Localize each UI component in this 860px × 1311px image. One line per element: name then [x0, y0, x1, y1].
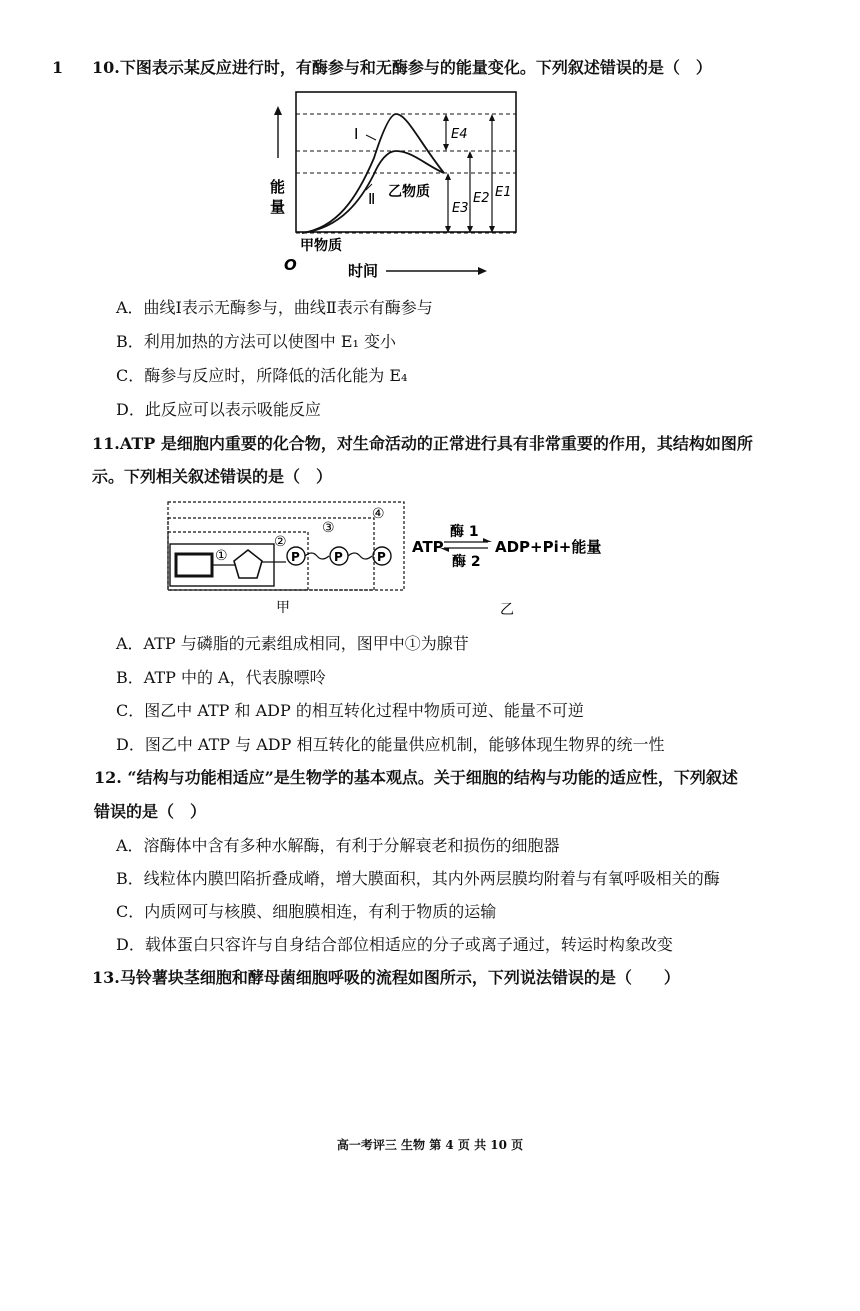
label-1: ①	[215, 548, 228, 564]
q13-stem: 13.马铃薯块茎细胞和酵母菌细胞呼吸的流程如图所示，下列说法错误的是（ ）	[92, 968, 680, 987]
e3-label: E3	[452, 201, 469, 216]
q11-stem-line2: 示。下列相关叙述错误的是（ ）	[92, 467, 333, 486]
label-3: ③	[322, 520, 335, 536]
q12-stem-line1: 12. “结构与功能相适应”是生物学的基本观点。关于细胞的结构与功能的适应性，下列叙述	[94, 768, 738, 787]
page-footer: 高一考评三 生物 第 4 页 共 10 页	[336, 1138, 524, 1152]
x-axis-label: 时间	[348, 262, 379, 280]
q10-option-a: A．曲线Ⅰ表示无酶参与，曲线Ⅱ表示有酶参与	[116, 298, 433, 317]
products-label: ADP+Pi+能量	[495, 538, 602, 556]
q12-option-a: A．溶酶体中含有多种水解酶，有利于分解衰老和损伤的细胞器	[116, 836, 560, 855]
y-axis-label-part2: 量	[270, 198, 286, 216]
caption-jia: 甲	[276, 600, 290, 616]
q12-stem-line2: 错误的是（ ）	[94, 802, 207, 821]
phosphate-2: P	[334, 550, 343, 564]
q12-option-b: B．线粒体内膜凹陷折叠成嵴，增大膜面积，其内外两层膜均附着与有氧呼吸相关的酶	[116, 869, 720, 888]
q10-energy-diagram	[262, 88, 532, 288]
q10-option-c: C．酶参与反应时，所降低的活化能为 E₄	[116, 366, 408, 385]
q12-option-d: D．载体蛋白只容许与自身结合部位相适应的分子或离子通过，转运时构象改变	[116, 935, 673, 954]
curve-1-label: Ⅰ	[354, 125, 359, 143]
e4-label: E4	[451, 127, 468, 142]
q11-stem-line1: 11.ATP 是细胞内重要的化合物，对生命活动的正常进行具有非常重要的作用，其结构如图所	[92, 434, 753, 453]
enzyme-2-label: 酶 2	[452, 554, 481, 570]
e2-label: E2	[473, 191, 490, 206]
phosphate-1: P	[291, 550, 300, 564]
reactant-label: 甲物质	[300, 238, 342, 254]
q11-option-a: A．ATP 与磷脂的元素组成相同，图甲中①为腺苷	[116, 634, 469, 653]
phosphate-3: P	[377, 550, 386, 564]
label-4: ④	[372, 506, 385, 522]
y-axis-label-part1: 能	[270, 178, 286, 196]
q10-option-b: B．利用加热的方法可以使图中 E₁ 变小	[116, 332, 397, 351]
atp-label: ATP	[412, 538, 444, 556]
e1-label: E1	[495, 185, 512, 200]
q11-option-d: D．图乙中 ATP 与 ADP 相互转化的能量供应机制，能够体现生物界的统一性	[116, 735, 665, 754]
q11-atp-diagram	[162, 496, 602, 620]
enzyme-1-label: 酶 1	[450, 524, 479, 540]
q10-option-d: D．此反应可以表示吸能反应	[116, 400, 321, 419]
q11-option-b: B．ATP 中的 A，代表腺嘌呤	[116, 668, 326, 687]
curve-2-label: Ⅱ	[368, 190, 376, 208]
diagram-frame	[296, 92, 516, 232]
origin-label: O	[284, 256, 297, 274]
product-label: 乙物质	[388, 184, 430, 200]
caption-yi: 乙	[500, 602, 514, 618]
q10-stem: 10.下图表示某反应进行时，有酶参与和无酶参与的能量变化。下列叙述错误的是（ ）	[92, 58, 712, 77]
q12-option-c: C．内质网可与核膜、细胞膜相连，有利于物质的运输	[116, 902, 497, 921]
q11-option-c: C．图乙中 ATP 和 ADP 的相互转化过程中物质可逆、能量不可逆	[116, 701, 584, 720]
margin-mark: 1	[52, 58, 64, 77]
label-2: ②	[274, 534, 287, 550]
